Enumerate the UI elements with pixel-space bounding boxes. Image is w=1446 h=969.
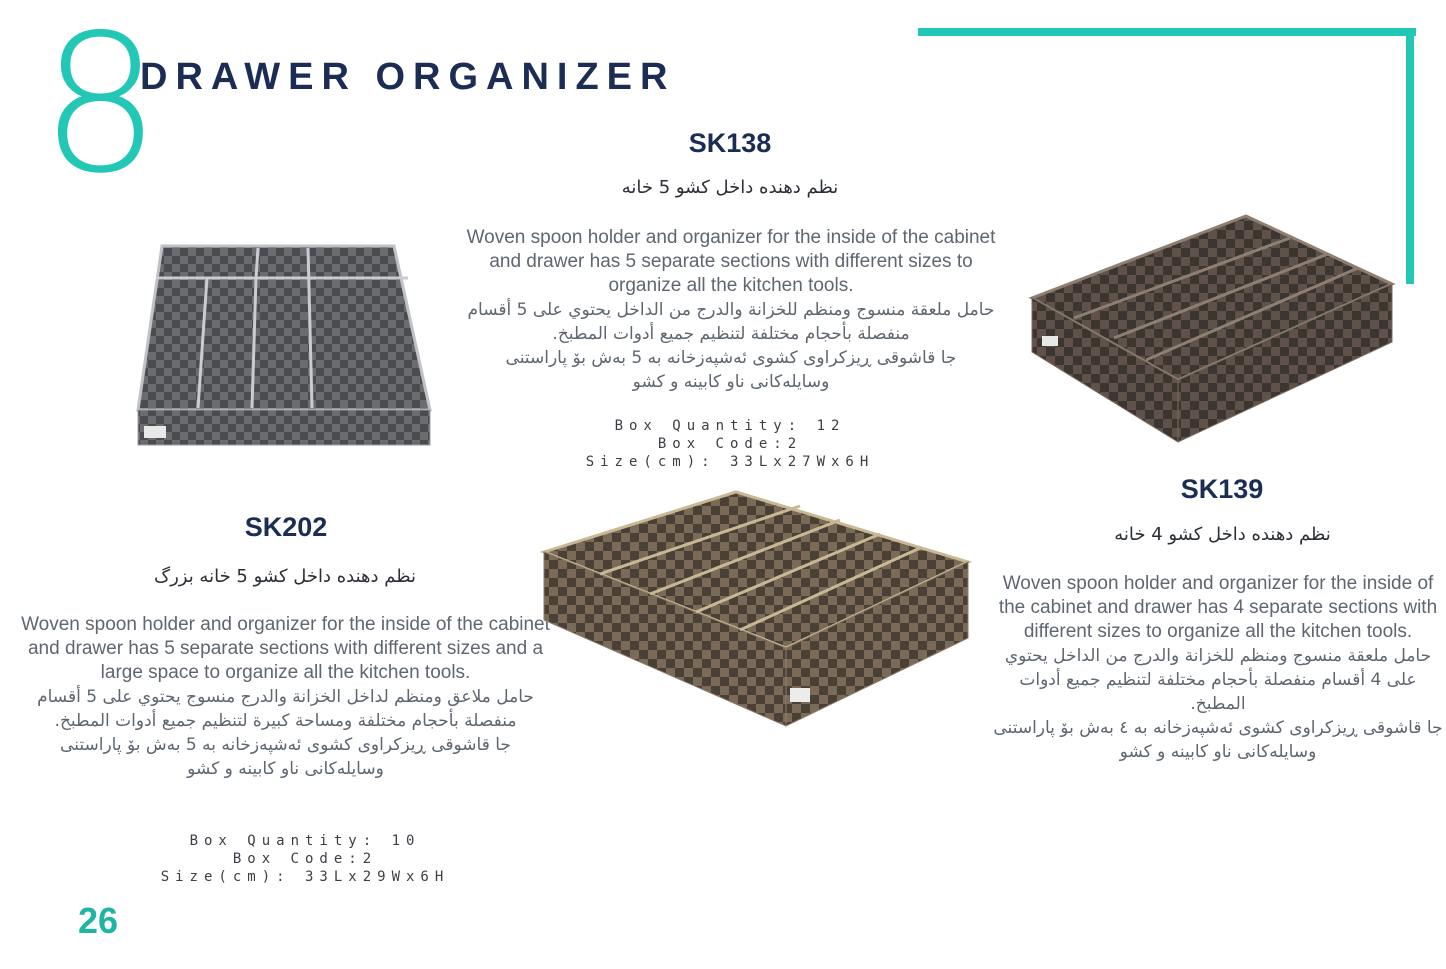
product-specs-sk202 [130, 832, 480, 886]
box-code: Box Code:2 [232, 851, 378, 867]
size: Size(cm): 33Lx27Wx6H [585, 454, 875, 470]
product-sku-sk139: SK139 [1180, 474, 1264, 504]
description-english: Woven spoon holder and organizer for the inside of the cabinet and drawer has 4 separate sections with different sizes to organize all the kitchen tools. [998, 573, 1438, 642]
accent-frame-top [918, 28, 1416, 36]
product-local-title-sk202: نظم دهنده داخل کشو 5 خانه بزرگ [153, 566, 417, 587]
product-local-title-sk139: نظم دهنده داخل کشو 4 خانه [1114, 524, 1331, 545]
description-kurdish: جا قاشوقی ڕیزکراوی کشوی ئەشپەزخانە بە 5 بەش بۆ پاراستنی وسایلەکانی ناو کابینە و کشو [60, 735, 511, 779]
size: Size(cm): 33Lx29Wx6H [160, 869, 450, 885]
description-kurdish: جا قاشوقی ڕیزکراوی کشوی ئەشپەزخانە بە 5 بەش بۆ پاراستنی وسایلەکانی ناو کابینە و کشو [505, 348, 957, 392]
organizer-image-gray [132, 240, 432, 450]
product-sku-sk202: SK202 [244, 512, 328, 542]
description-kurdish: جا قاشوقی ڕیزکراوی کشوی ئەشپەزخانە بە ٤ بەش بۆ پاراستنی وسایلەکانی ناو کابینە و کشو [993, 718, 1443, 762]
accent-frame-right [1406, 28, 1414, 284]
description-arabic: حامل ملعقة منسوج ومنظم للخزانة والدرج من الداخل يحتوي على 4 أقسام منفصلة بأحجام مختلفة لتنظيم جميع أدوات المطبخ. [1004, 646, 1432, 714]
description-english: Woven spoon holder and organizer for the inside of the cabinet and drawer has 5 separate sections with different sizes and a large space to organize all the kitchen tools. [21, 614, 550, 683]
box-code: Box Code:2 [657, 436, 803, 452]
product-description-sk139 [990, 572, 1446, 764]
description-english: Woven spoon holder and organizer for the inside of the cabinet and drawer has 5 separate sections with different sizes to organize all the kitchen tools. [466, 227, 996, 296]
description-arabic: حامل ملاعق ومنظم لداخل الخزانة والدرج منسوج يحتوي على 5 أقسام منفصلة بأحجام مختلفة ومساحة كبيرة لتنظيم جميع أدوات المطبخ. [37, 687, 534, 731]
product-description-sk202 [18, 613, 553, 781]
product-specs-sk138 [560, 417, 900, 471]
page-number: 26 [78, 900, 119, 941]
box-quantity: Box Quantity: 10 [189, 833, 421, 849]
product-sku-sk138: SK138 [688, 128, 772, 158]
product-local-title-sk138: نظم دهنده داخل کشو 5 خانه [621, 177, 839, 198]
chapter-number: 8 [40, 0, 161, 215]
organizer-image-brown-4-section [1028, 212, 1396, 447]
product-description-sk138 [466, 226, 996, 394]
box-quantity: Box Quantity: 12 [614, 418, 846, 434]
organizer-image-brown-5-section [540, 488, 972, 730]
description-arabic: حامل ملعقة منسوج ومنظم للخزانة والدرج من الداخل يحتوي على 5 أقسام منفصلة بأحجام مختلفة لتنظيم جميع أدوات المطبخ. [467, 300, 995, 344]
page-title: DRAWER ORGANIZER [140, 56, 676, 98]
